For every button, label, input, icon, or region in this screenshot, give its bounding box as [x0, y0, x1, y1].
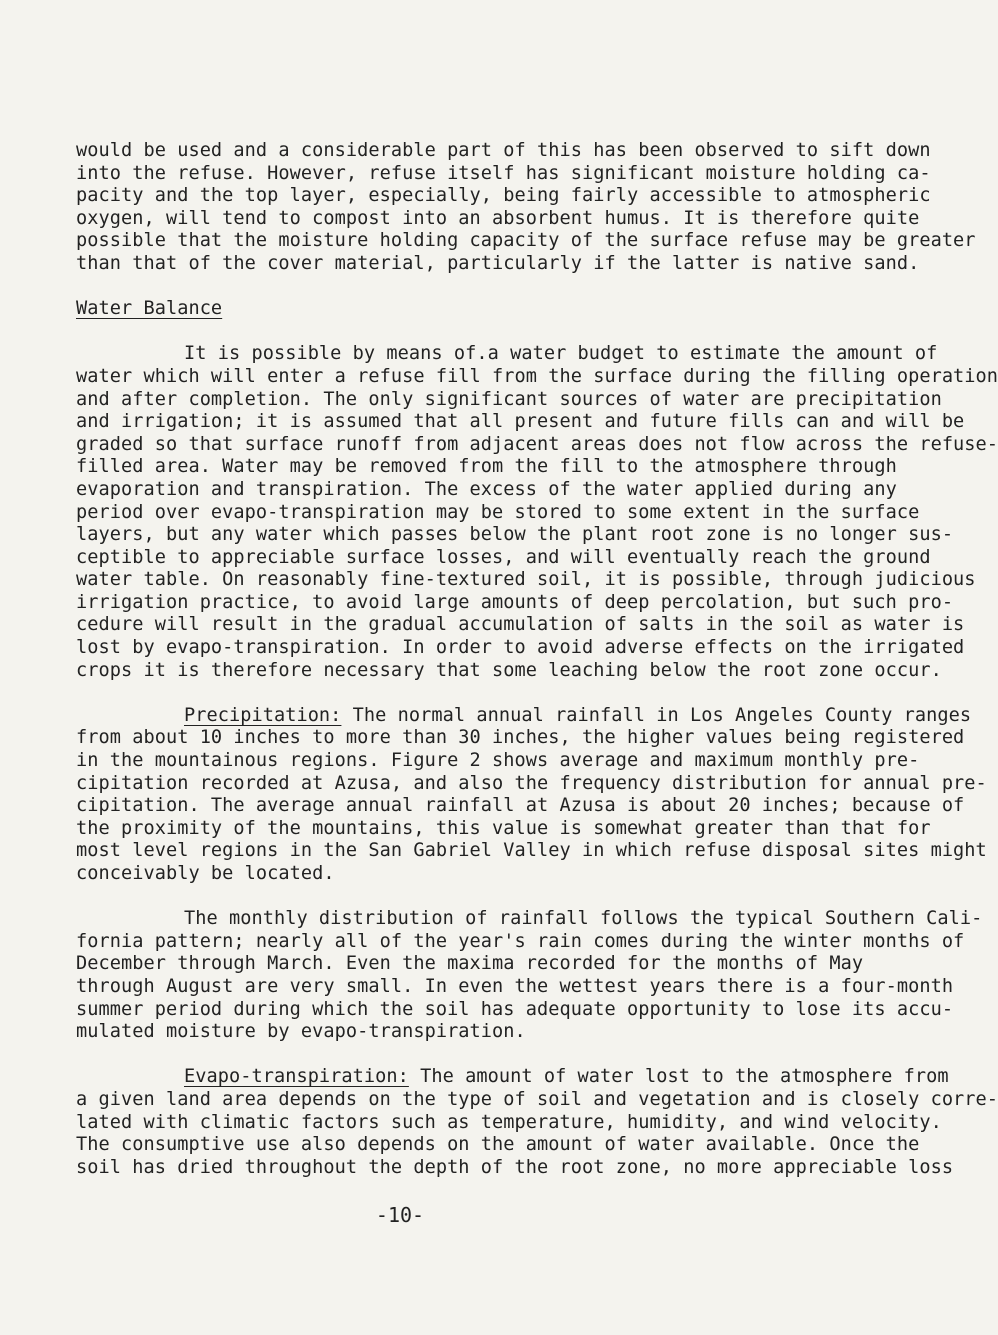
text-line: evaporation and transpiration. The excess of the water applied during any — [76, 478, 897, 500]
text-line: oxygen, will tend to compost into an absorbent humus. It is therefore quite — [76, 207, 920, 229]
text-line: into the refuse. However, refuse itself has significant moisture holding ca- — [76, 162, 931, 184]
text-line: cipitation. The average annual rainfall at Azusa is about 20 inches; because of — [76, 795, 965, 817]
text-line: lated with climatic factors such as temperature, humidity, and wind velocity. — [76, 1111, 942, 1133]
text-line: pacity and the top layer, especially, being fairly accessible to atmospheric — [76, 185, 931, 207]
text-run: The amount of water lost to the atmosphere from — [408, 1066, 949, 1088]
text-line: soil has dried throughout the depth of the root zone, no more appreciable loss — [76, 1156, 954, 1178]
text-line: and after completion. The only significant sources of water are precipitation — [76, 388, 942, 410]
text-line: the proximity of the mountains, this value is somewhat greater than that for — [76, 817, 931, 839]
text-line: from about 10 inches to more than 30 inches, the higher values being registered — [76, 727, 965, 749]
text-line: cipitation recorded at Azusa, and also the frequency distribution for annual pre- — [76, 772, 987, 794]
text-line: water table. On reasonably fine-textured soil, it is possible, through judicious — [76, 569, 976, 591]
precipitation-label: Precipitation: — [184, 704, 342, 726]
text-line: most level regions in the San Gabriel Valley in which refuse disposal sites might — [76, 840, 987, 862]
evapo-transpiration-label: Evapo-transpiration: — [184, 1066, 409, 1088]
section-heading: Water Balance — [76, 298, 223, 320]
text-line: The monthly distribution of rainfall follows the typical Southern Cali- — [184, 908, 983, 930]
text-line: The consumptive use also depends on the amount of water available. Once the — [76, 1134, 920, 1156]
text-line: period over evapo-transpiration may be stored to some extent in the surface — [76, 501, 920, 523]
text-line: filled area. Water may be removed from the fill to the atmosphere through — [76, 456, 897, 478]
paragraph-evapo-transpiration — [76, 1066, 998, 1179]
paragraph-2 — [76, 343, 998, 682]
text-line: mulated moisture by evapo-transpiration. — [76, 1021, 526, 1043]
text-line: conceivably be located. — [76, 863, 335, 884]
paragraph-1 — [76, 140, 976, 276]
text-line: than that of the cover material, particularly if the latter is native sand. — [76, 252, 920, 274]
document-body — [76, 140, 998, 1179]
text-line: in the mountainous regions. Figure 2 shows average and maximum monthly pre- — [76, 750, 920, 772]
text-line: water which will enter a refuse fill from the surface during the filling operation — [76, 365, 998, 387]
text-line: and irrigation; it is assumed that all present and future fills can and will be — [76, 411, 965, 433]
text-line: a given land area depends on the type of soil and vegetation and is closely corre- — [76, 1088, 998, 1110]
paragraph-4 — [76, 908, 983, 1044]
text-line: through August are very small. In even the wettest years there is a four-month — [76, 975, 954, 997]
text-line: ceptible to appreciable surface losses, and will eventually reach the ground — [76, 546, 931, 568]
text-line: possible that the moisture holding capacity of the surface refuse may be greater — [76, 230, 976, 252]
text-line: It is possible by means of.a water budget to estimate the amount of — [184, 343, 938, 365]
text-line: fornia pattern; nearly all of the year's rain comes during the winter months of — [76, 930, 965, 952]
text-line: graded so that surface runoff from adjacent areas does not flow across the refuse- — [76, 433, 998, 455]
text-line — [76, 704, 972, 728]
section-heading-line — [76, 298, 800, 321]
text-line: December through March. Even the maxima recorded for the months of May — [76, 953, 864, 975]
text-line: summer period during which the soil has adequate opportunity to lose its accu- — [76, 998, 954, 1020]
text-line: would be used and a considerable part of this has been observed to sift down — [76, 140, 931, 161]
text-line: lost by evapo-transpiration. In order to avoid adverse effects on the irrigated — [76, 637, 965, 659]
page-number: -10- — [375, 1203, 425, 1227]
text-line: crops it is therefore necessary that some leaching below the root zone occur. — [76, 659, 942, 681]
text-line: irrigation practice, to avoid large amounts of deep percolation, but such pro- — [76, 591, 954, 613]
text-run: The normal annual rainfall in Los Angeles County ranges — [341, 704, 972, 726]
paragraph-precipitation — [76, 704, 987, 886]
text-line: layers, but any water which passes below the plant root zone is no longer sus- — [76, 524, 954, 546]
text-line — [76, 1066, 949, 1089]
text-line: cedure will result in the gradual accumulation of salts in the soil as water is — [76, 614, 965, 636]
